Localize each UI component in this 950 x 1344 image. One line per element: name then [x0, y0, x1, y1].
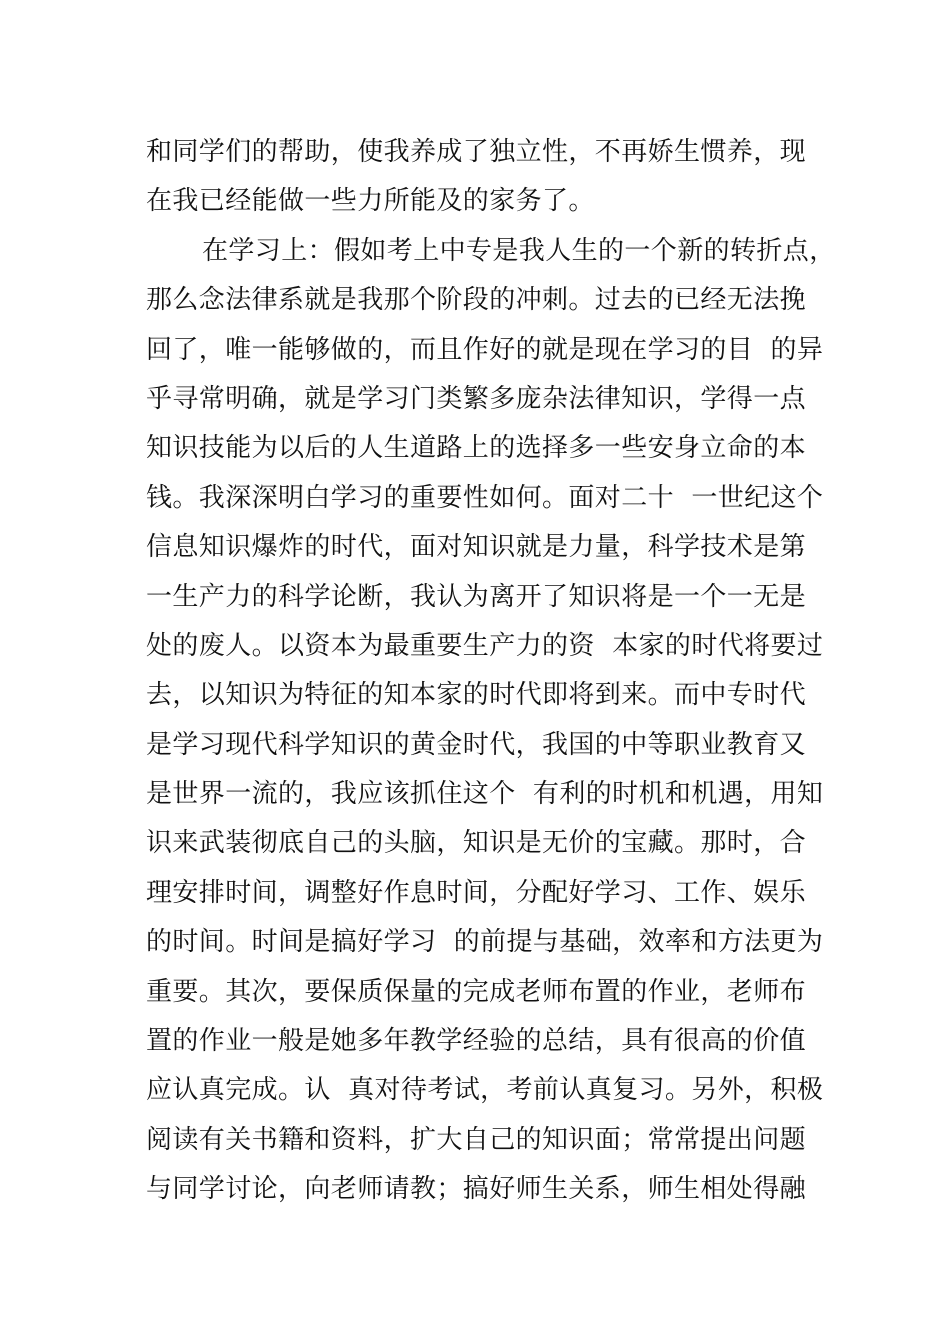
text-line-13: 是学习现代科学知识的黄金时代，我国的中等职业教育又: [146, 729, 807, 760]
text-line-16: 理安排时间，调整好作息时间，分配好学习、工作、娱乐: [146, 877, 807, 908]
text-line-17: 的时间。时间是搞好学习 的前提与基础，效率和方法更为: [146, 927, 824, 958]
text-line-9: 信息知识爆炸的时代，面对知识就是力量，科学技术是第: [146, 532, 807, 563]
text-line-20: 应认真完成。认 真对待考试，考前认真复习。另外，积极: [146, 1075, 824, 1106]
text-line-3: 在学习上：假如考上中专是我人生的一个新的转折点，: [202, 235, 836, 266]
text-line-10: 一生产力的科学论断，我认为离开了知识将是一个一无是: [146, 581, 807, 612]
text-line-18: 重要。其次，要保质保量的完成老师布置的作业，老师布: [146, 976, 807, 1007]
text-line-8: 钱。我深深明白学习的重要性如何。面对二十 一世纪这个: [146, 482, 824, 513]
text-line-2: 在我已经能做一些力所能及的家务了。: [146, 186, 595, 217]
text-line-21: 阅读有关书籍和资料，扩大自己的知识面；常常提出问题: [146, 1124, 807, 1155]
text-line-1: 和同学们的帮助，使我养成了独立性，不再娇生惯养，现: [146, 137, 807, 167]
text-line-12: 去，以知识为特征的知本家的时代即将到来。而中专时代: [146, 680, 807, 711]
text-line-19: 置的作业一般是她多年教学经验的总结，具有很高的价值: [146, 1026, 807, 1057]
text-line-11: 处的废人。以资本为最重要生产力的资 本家的时代将要过: [146, 630, 824, 661]
text-line-15: 识来武装彻底自己的头脑，知识是无价的宝藏。那时，合: [146, 828, 807, 859]
text-line-22: 与同学讨论，向老师请教；搞好师生关系，师生相处得融: [146, 1174, 807, 1205]
text-line-4: 那么念法律系就是我那个阶段的冲刺。过去的已经无法挽: [146, 285, 807, 316]
text-line-7: 知识技能为以后的人生道路上的选择多一些安身立命的本: [146, 433, 807, 464]
text-line-6: 乎寻常明确，就是学习门类繁多庞杂法律知识，学得一点: [146, 383, 807, 414]
body-text: [146, 128, 836, 1215]
text-line-5: 回了，唯一能够做的，而且作好的就是现在学习的目 的异: [146, 334, 824, 365]
text-line-14: 是世界一流的，我应该抓住这个 有利的时机和机遇，用知: [146, 779, 824, 810]
